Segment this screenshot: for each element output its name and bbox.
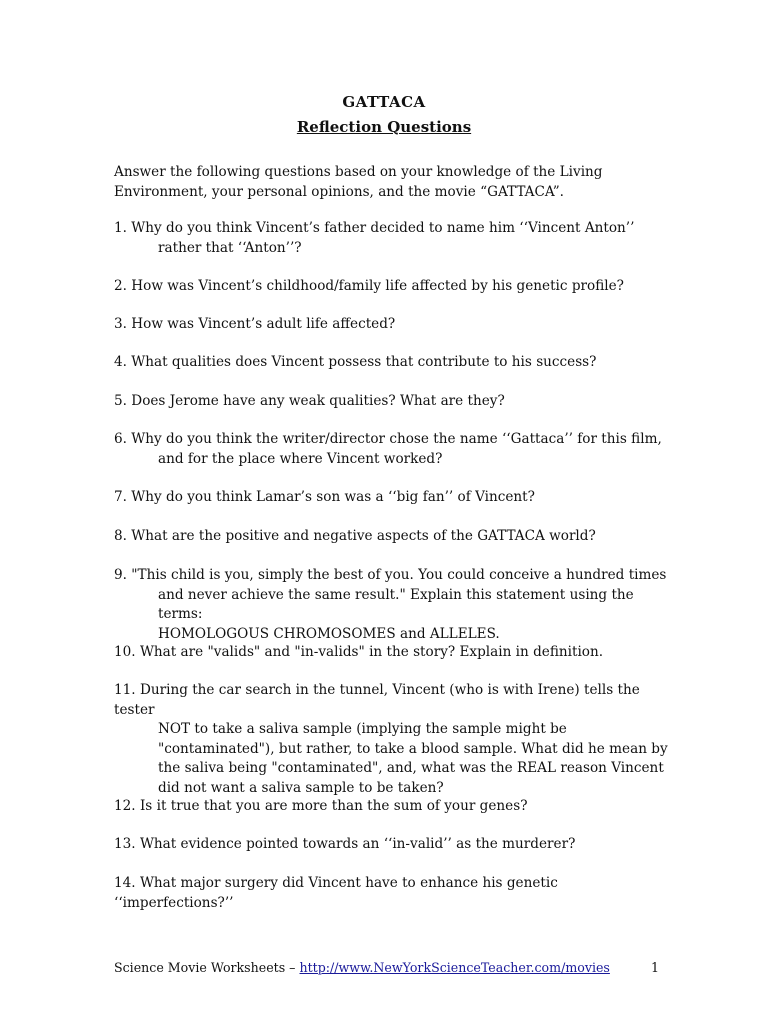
page-title: GATTACA [342,93,426,111]
question-7 [114,488,674,508]
question-2 [114,277,674,297]
question-11 [114,681,674,798]
question-text: 5. Does Jerome have any weak qualities? What are they? [114,393,505,409]
question-8 [114,527,674,547]
question-1 [114,219,674,258]
question-text: 2. How was Vincent’s childhood/family life affected by his genetic profile? [114,278,624,294]
question-14 [114,874,674,913]
question-continuation: and for the place where Vincent worked? [158,450,443,467]
page-number: 1 [650,960,659,975]
footer-label: Science Movie Worksheets – [114,960,300,975]
question-10 [114,643,674,663]
question-text: 3. How was Vincent’s adult life affected? [114,316,396,332]
instructions [114,162,674,202]
question-text: 4. What qualities does Vincent possess that contribute to his success? [114,354,597,370]
question-4 [114,353,674,373]
question-text: 8. What are the positive and negative aspects of the GATTACA world? [114,528,596,544]
page-subtitle: Reflection Questions [296,118,472,136]
question-continuation: "contaminated"), but rather, to take a blood sample. What did he mean by [158,740,668,757]
question-continuation: HOMOLOGOUS CHROMOSOMES and ALLELES. [158,625,500,642]
question-text: 6. Why do you think the writer/director chose the name ‘‘Gattaca’’ for this film, [114,431,662,447]
question-5 [114,392,674,412]
page-footer [114,960,659,975]
question-text: 14. What major surgery did Vincent have to enhance his genetic ‘‘imperfections?’’ [114,875,558,911]
question-text: 10. What are "valids" and "in-valids" in the story? Explain in definition. [114,644,604,660]
instructions-line: Environment, your personal opinions, and the movie “GATTACA”. [114,184,564,200]
question-9 [114,566,674,644]
question-text: 13. What evidence pointed towards an ‘‘in-valid’’ as the murderer? [114,836,576,852]
question-12 [114,797,674,817]
question-continuation: rather that ‘‘Anton’’? [158,239,302,256]
question-3 [114,315,674,335]
question-text: 9. "This child is you, simply the best of you. You could conceive a hundred times [114,567,667,583]
footer-link[interactable]: http://www.NewYorkScienceTeacher.com/movies [299,960,610,975]
question-continuation: NOT to take a saliva sample (implying the sample might be [158,721,567,737]
question-continuation: and never achieve the same result." Explain this statement using the terms: [158,586,634,622]
question-text: 7. Why do you think Lamar’s son was a ‘‘big fan’’ of Vincent? [114,489,535,505]
instructions-line: Answer the following questions based on your knowledge of the Living [114,164,603,180]
question-6 [114,430,674,469]
question-continuation: the saliva being "contaminated", and, what was the REAL reason Vincent [158,760,664,776]
question-text: 11. During the car search in the tunnel, Vincent (who is with Irene) tells the tester [114,682,640,718]
question-continuation: did not want a saliva sample to be taken? [158,779,444,796]
question-text: 12. Is it true that you are more than the sum of your genes? [114,798,528,814]
question-13 [114,835,674,855]
question-text: 1. Why do you think Vincent’s father decided to name him ‘‘Vincent Anton’’ [114,220,635,236]
